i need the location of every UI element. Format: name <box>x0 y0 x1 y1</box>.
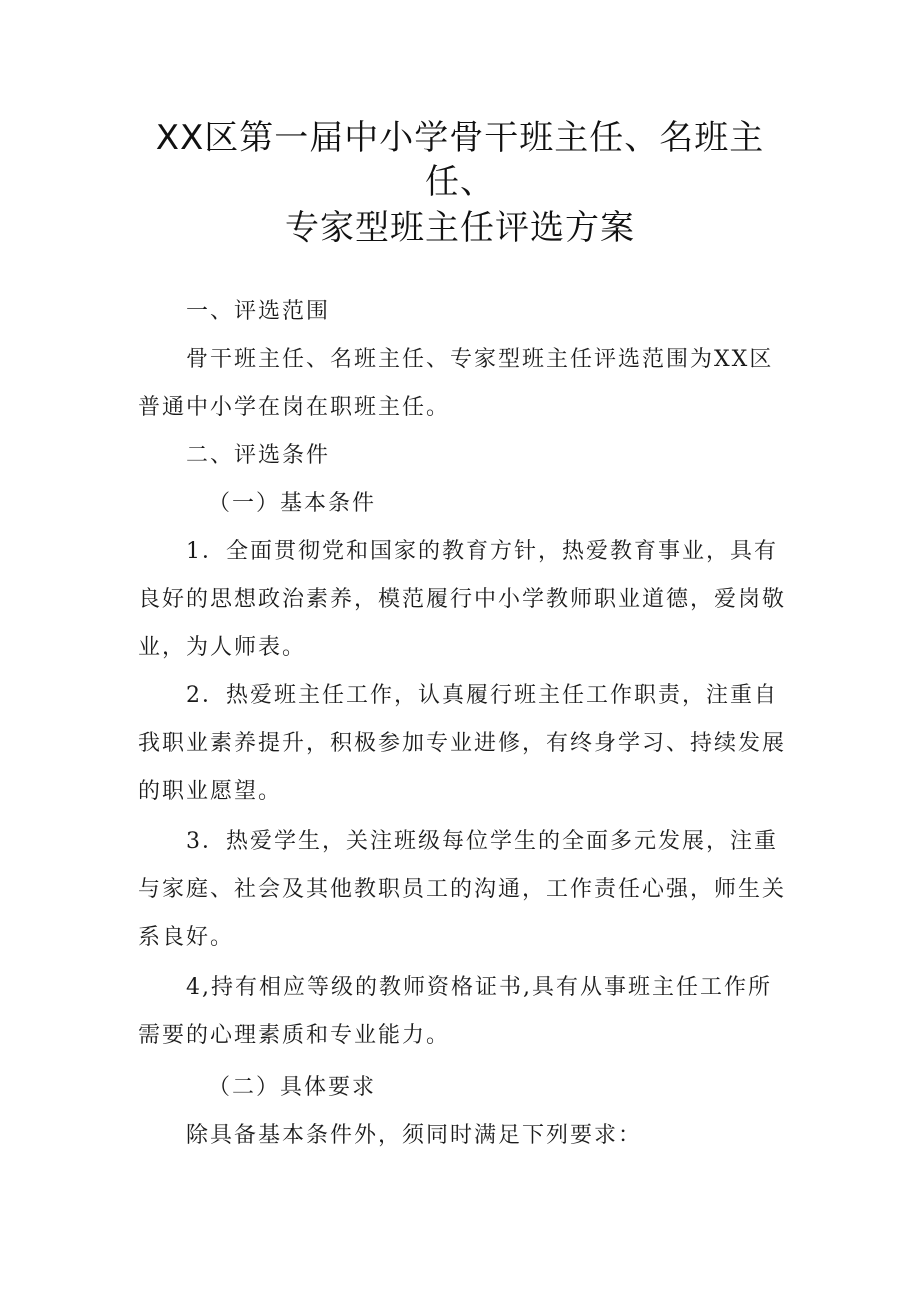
list-item-condition-3: 3．热爱学生，关注班级每位学生的全面多元发展，注重与家庭、社会及其他教职员工的沟通，工作责任心强，师生关系良好。 <box>138 829 787 950</box>
section-heading-conditions: 二、评选条件 <box>186 443 331 468</box>
subsection-heading-specific: （二）具体要求 <box>208 1075 377 1100</box>
subsection-heading-basic: （一）基本条件 <box>208 491 377 516</box>
document-title-line-2: 任、 <box>425 162 495 202</box>
list-item-condition-1: 1．全面贯彻党和国家的教育方针，热爱教育事业，具有良好的思想政治素养，模范履行中小学教师职业道德，爱岗敬业，为人师表。 <box>138 539 787 660</box>
list-item-condition-2: 2．热爱班主任工作，认真履行班主任工作职责，注重自我职业素养提升，积极参加专业进修，有终身学习、持续发展的职业愿望。 <box>138 683 787 804</box>
paragraph-specific-requirements: 除具备基本条件外，须同时满足下列要求： <box>186 1123 643 1148</box>
paragraph-scope: 骨干班主任、名班主任、专家型班主任评选范围为XX区普通中小学在岗在职班主任。 <box>138 347 774 420</box>
document-title-line-3: 专家型班主任评选方案 <box>285 208 635 248</box>
section-heading-scope: 一、评选范围 <box>186 299 331 324</box>
document-title-line-1: XX区第一届中小学骨干班主任、名班主 <box>155 118 765 158</box>
list-item-condition-4: 4,持有相应等级的教师资格证书,具有从事班主任工作所需要的心理素质和专业能力。 <box>138 975 772 1048</box>
